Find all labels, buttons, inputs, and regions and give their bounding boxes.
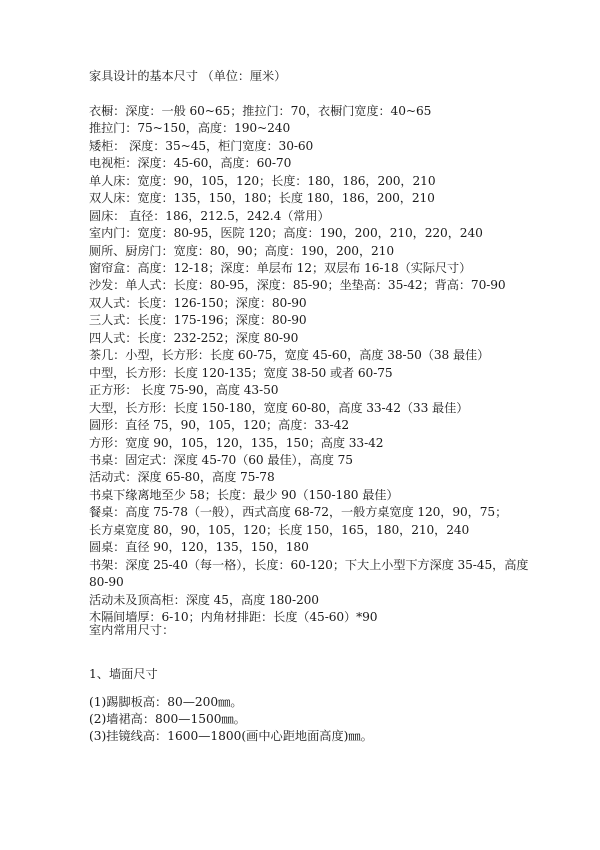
text-line: 正方形： 长度 75-90，高度 43-50 — [89, 383, 279, 398]
text-line: 双人式：长度：126-150；深度：80-90 — [89, 295, 307, 310]
text-line: 大型，长方形：长度 150-180，宽度 60-80，高度 33-42（33 最佳） — [89, 400, 469, 415]
text-line: 厕所、厨房门：宽度：80，90；高度：190，200，210 — [89, 243, 394, 258]
text-line: 餐桌：高度 75-78（一般），西式高度 68-72，一般方桌宽度 120，90，75； — [89, 505, 508, 520]
text-line: 推拉门：75~150，高度：190~240 — [89, 121, 291, 136]
text-line: 木隔间墙厚：6-10；内角材排距：长度（45-60）*90 — [89, 610, 378, 625]
text-line: 单人床：宽度：90，105，120；长度：180，186，200，210 — [89, 173, 436, 188]
text-line-wrapped: 书架：深度 25-40（每一格），长度：60-120；下大上小型下方深度 35-45，高度 80-90 — [89, 557, 529, 590]
text-line: 电视柜：深度：45-60，高度：60-70 — [89, 156, 292, 171]
text-line: 衣橱：深度：一般 60~65；推拉门：70，衣橱门宽度：40~65 — [89, 103, 432, 118]
text-line: 四人式：长度：232-252；深度 80-90 — [89, 330, 299, 345]
text-line: 书桌下缘离地至少 58；长度：最少 90（150-180 最佳） — [89, 487, 399, 502]
list-item: (3)挂镜线高：1600—1800(画中心距地面高度)㎜。 — [89, 729, 373, 744]
text-line: 窗帘盒：高度：12-18；深度：单层布 12；双层布 16-18（实际尺寸） — [89, 261, 472, 276]
text-line: 三人式：长度：175-196；深度：80-90 — [89, 313, 307, 328]
text-line: 双人床：宽度：135，150，180；长度 180，186，200，210 — [89, 191, 435, 206]
text-line: 矮柜： 深度：35~45，柜门宽度：30-60 — [89, 138, 314, 153]
document-title: 家具设计的基本尺寸 （单位：厘米） — [89, 69, 287, 83]
list-item: (1)踢脚板高：80—200㎜。 — [89, 695, 243, 709]
text-line: 中型，长方形：长度 120-135；宽度 38-50 或者 60-75 — [89, 365, 393, 380]
text-line: 沙发：单人式：长度：80-95，深度：85-90；坐垫高：35-42；背高：70-90 — [89, 278, 506, 293]
text-line: 长方桌宽度 80，90，105，120；长度 150，165，180，210，240 — [89, 522, 470, 537]
subsection-title: 1、墙面尺寸 — [89, 667, 158, 681]
text-line: 圆桌：直径 90，120，135，150，180 — [89, 540, 309, 555]
text-line: 书桌：固定式：深度 45-70（60 最佳），高度 75 — [89, 453, 353, 468]
text-line: 活动未及顶高柜：深度 45，高度 180-200 — [89, 592, 319, 607]
list-item: (2)墙裙高：800—1500㎜。 — [89, 712, 246, 727]
text-line: 圆床： 直径：186，212.5，242.4（常用） — [89, 208, 330, 223]
text-line: 圆形：直径 75，90，105，120；高度：33-42 — [89, 418, 349, 433]
furniture-dimensions-block — [89, 68, 529, 627]
text-line: 茶几：小型，长方形：长度 60-75，宽度 45-60，高度 38-50（38 最佳） — [89, 348, 490, 363]
wall-dimensions-list — [89, 694, 373, 746]
text-line: 室内门：宽度：80-95，医院 120；高度：190，200，210，220，240 — [89, 226, 483, 241]
text-line: 活动式：深度 65-80，高度 75-78 — [89, 470, 275, 485]
section-title: 室内常用尺寸： — [89, 623, 175, 637]
text-line: 方形：宽度 90，105，120，135，150；高度 33-42 — [89, 435, 384, 450]
